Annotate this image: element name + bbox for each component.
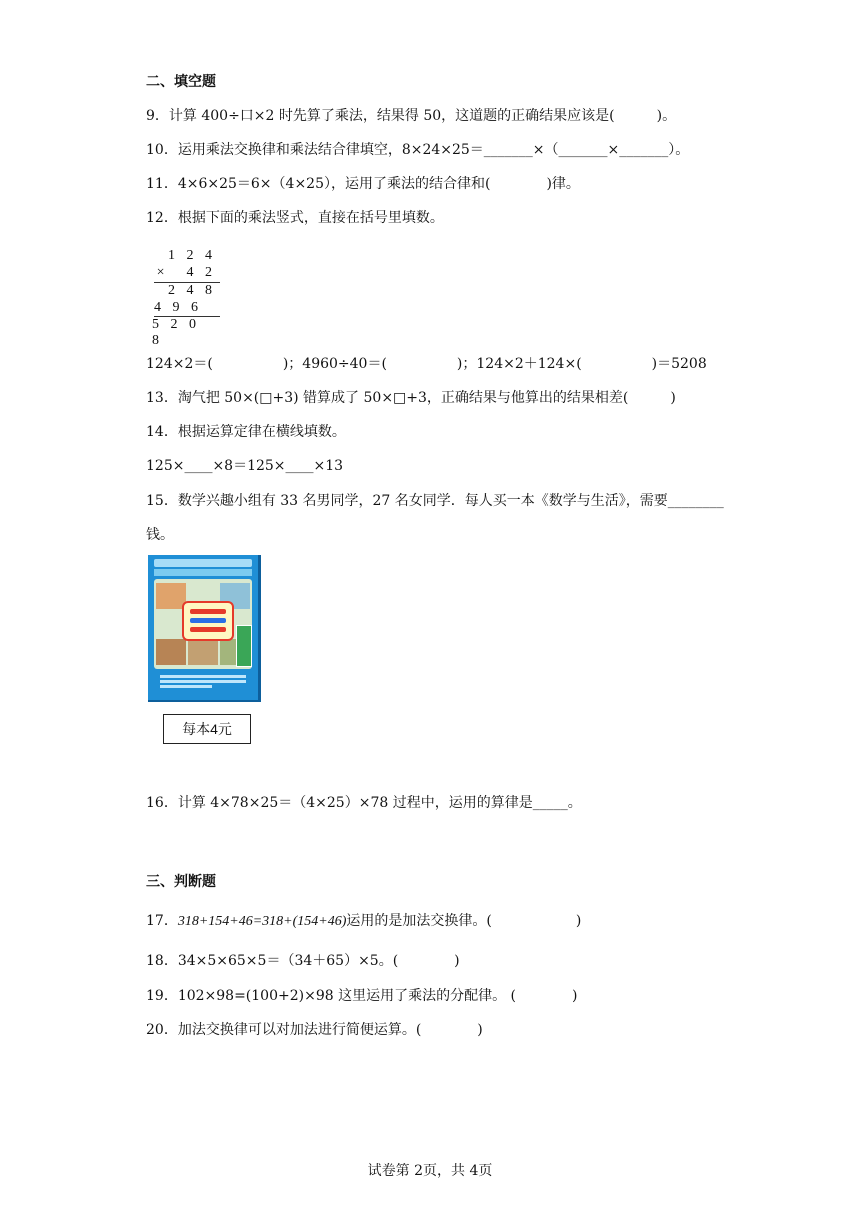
section-title-judgement: 三、判断题 [146,874,216,890]
question-9: 9．计算 400÷口×2 时先算了乘法，结果得 50，这道题的正确结果应该是( )。 [146,108,677,124]
question-20: 20．加法交换律可以对加法进行简便运算。( ) [146,1022,483,1038]
book-cover-image [148,555,261,702]
section-title-fill-blank: 二、填空题 [146,74,216,90]
question-15: 15．数学兴趣小组有 33 名男同学，27 名女同学．每人买一本《数学与生活》，需要________ [146,493,724,509]
question-15-continued: 钱。 [146,527,174,543]
book-top-band [154,559,252,567]
question-13: 13．淘气把 50×(□+3) 错算成了 50×□+3，正确结果与他算出的结果相差( ) [146,390,676,406]
question-18: 18．34×5×65×5＝（34＋65）×5。( ) [146,953,460,969]
book-title-badge [182,601,234,641]
vertical-row-multiplicand: 1 2 4 [168,248,216,263]
question-17-text: 运用的是加法交换律。( ) [346,913,582,929]
question-17-number: 17． [146,913,178,929]
question-14-equation: 125×____×8＝125×____×13 [146,458,344,474]
question-19: 19．102×98=(100+2)×98 这里运用了乘法的分配律。 ( ) [146,988,578,1004]
question-12: 12．根据下面的乘法竖式，直接在括号里填数。 [146,210,444,226]
question-10: 10．运用乘法交换律和乘法结合律填空，8×24×25＝_______×（_______×_______）。 [146,142,690,158]
book-side-tag [236,625,252,667]
vertical-row-product: 5 2 0 8 [152,317,200,348]
question-16: 16．计算 4×78×25＝（4×25）×78 过程中，运用的算律是_____。 [146,795,582,811]
book-strip [154,569,252,576]
page-footer: 试卷第 2页，共 4页 [367,1163,493,1179]
question-17-formula: 318+154+46=318+(154+46) [177,914,347,929]
vertical-multiplication [152,248,222,348]
question-12-answers: 124×2＝( )；4960÷40＝( )；124×2＋124×( )＝5208 [146,356,707,372]
question-11: 11．4×6×25＝6×（4×25），运用了乘法的结合律和( )律。 [146,176,580,192]
vertical-row-partial-1: 2 4 8 [168,283,216,298]
question-17 [146,911,581,932]
vertical-row-multiplier: × 4 2 [156,265,216,280]
book-bottom-text [154,673,252,691]
question-14: 14．根据运算定律在横线填数。 [146,424,346,440]
vertical-row-partial-2: 4 9 6 [154,300,202,315]
price-label-box: 每本4元 [163,714,251,744]
